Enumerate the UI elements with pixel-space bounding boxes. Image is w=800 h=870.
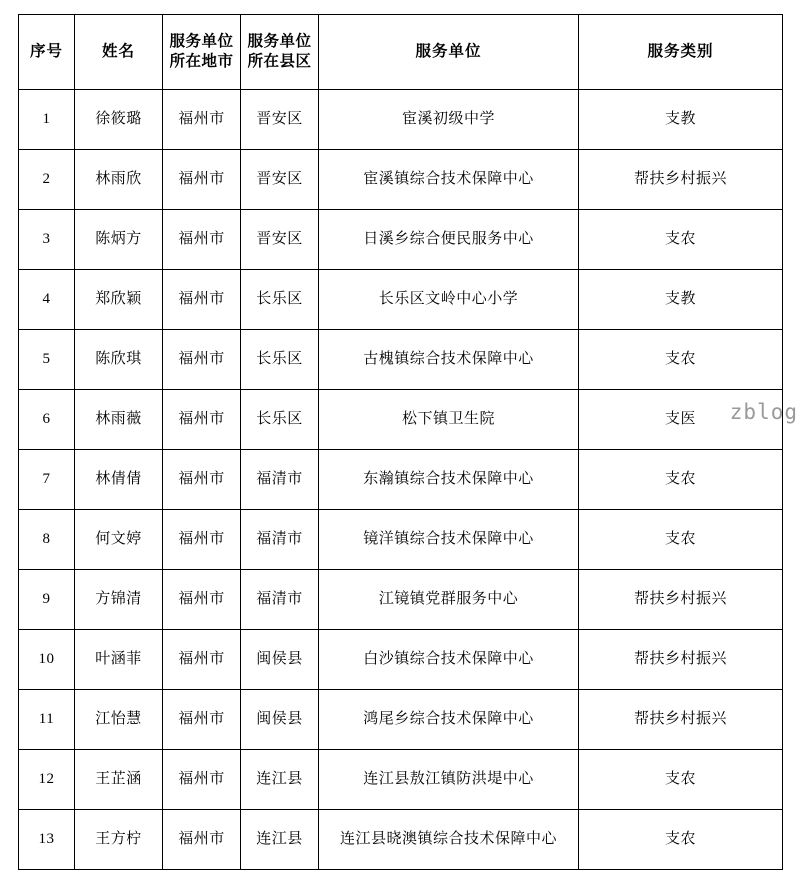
- cell-county: 长乐区: [241, 330, 319, 390]
- cell-unit: 长乐区文岭中心小学: [319, 270, 579, 330]
- cell-name: 徐筱璐: [75, 90, 163, 150]
- cell-unit: 宦溪镇综合技术保障中心: [319, 150, 579, 210]
- table-row: [19, 750, 783, 810]
- cell-unit: 江镜镇党群服务中心: [319, 570, 579, 630]
- table-row: [19, 690, 783, 750]
- cell-name: 陈炳方: [75, 210, 163, 270]
- column-header-unit: 服务单位: [319, 15, 579, 90]
- cell-category: 支农: [579, 210, 783, 270]
- cell-category: 支农: [579, 750, 783, 810]
- cell-city: 福州市: [163, 270, 241, 330]
- cell-category: 帮扶乡村振兴: [579, 630, 783, 690]
- cell-category: 支教: [579, 270, 783, 330]
- cell-index: 4: [19, 270, 75, 330]
- cell-category: 支医: [579, 390, 783, 450]
- cell-county: 连江县: [241, 750, 319, 810]
- cell-index: 3: [19, 210, 75, 270]
- cell-index: 1: [19, 90, 75, 150]
- column-header-index: 序号: [19, 15, 75, 90]
- cell-name: 郑欣颖: [75, 270, 163, 330]
- cell-name: 林倩倩: [75, 450, 163, 510]
- cell-unit: 白沙镇综合技术保障中心: [319, 630, 579, 690]
- cell-category: 帮扶乡村振兴: [579, 690, 783, 750]
- cell-city: 福州市: [163, 90, 241, 150]
- cell-county: 晋安区: [241, 90, 319, 150]
- column-header-city: 服务单位所在地市: [163, 15, 241, 90]
- cell-county: 连江县: [241, 810, 319, 870]
- cell-index: 10: [19, 630, 75, 690]
- cell-category: 支农: [579, 330, 783, 390]
- cell-name: 方锦清: [75, 570, 163, 630]
- table-row: [19, 570, 783, 630]
- roster-sheet: [18, 14, 782, 870]
- cell-index: 7: [19, 450, 75, 510]
- cell-name: 王芷涵: [75, 750, 163, 810]
- table-row: [19, 390, 783, 450]
- cell-index: 12: [19, 750, 75, 810]
- cell-county: 长乐区: [241, 270, 319, 330]
- cell-category: 支教: [579, 90, 783, 150]
- cell-category: 帮扶乡村振兴: [579, 150, 783, 210]
- cell-city: 福州市: [163, 330, 241, 390]
- cell-unit: 日溪乡综合便民服务中心: [319, 210, 579, 270]
- service-roster-table: [18, 14, 783, 870]
- cell-name: 何文婷: [75, 510, 163, 570]
- table-row: [19, 510, 783, 570]
- cell-unit: 连江县晓澳镇综合技术保障中心: [319, 810, 579, 870]
- cell-city: 福州市: [163, 390, 241, 450]
- cell-name: 林雨薇: [75, 390, 163, 450]
- cell-city: 福州市: [163, 150, 241, 210]
- table-header: [19, 15, 783, 90]
- cell-county: 闽侯县: [241, 630, 319, 690]
- table-row: [19, 270, 783, 330]
- cell-name: 王方柠: [75, 810, 163, 870]
- cell-county: 福清市: [241, 510, 319, 570]
- cell-unit: 东瀚镇综合技术保障中心: [319, 450, 579, 510]
- cell-county: 晋安区: [241, 210, 319, 270]
- cell-county: 晋安区: [241, 150, 319, 210]
- cell-city: 福州市: [163, 630, 241, 690]
- table-row: [19, 210, 783, 270]
- cell-city: 福州市: [163, 510, 241, 570]
- cell-index: 9: [19, 570, 75, 630]
- table-row: [19, 810, 783, 870]
- cell-category: 帮扶乡村振兴: [579, 570, 783, 630]
- cell-unit: 松下镇卫生院: [319, 390, 579, 450]
- cell-name: 陈欣琪: [75, 330, 163, 390]
- table-row: [19, 450, 783, 510]
- cell-name: 江怡慧: [75, 690, 163, 750]
- cell-index: 2: [19, 150, 75, 210]
- cell-county: 福清市: [241, 450, 319, 510]
- cell-city: 福州市: [163, 450, 241, 510]
- cell-unit: 宦溪初级中学: [319, 90, 579, 150]
- cell-category: 支农: [579, 810, 783, 870]
- cell-index: 6: [19, 390, 75, 450]
- column-header-county: 服务单位所在县区: [241, 15, 319, 90]
- table-row: [19, 630, 783, 690]
- cell-county: 闽侯县: [241, 690, 319, 750]
- header-row: [19, 15, 783, 90]
- column-header-category: 服务类别: [579, 15, 783, 90]
- cell-unit: 鸿尾乡综合技术保障中心: [319, 690, 579, 750]
- cell-index: 5: [19, 330, 75, 390]
- cell-unit: 古槐镇综合技术保障中心: [319, 330, 579, 390]
- cell-index: 8: [19, 510, 75, 570]
- cell-city: 福州市: [163, 570, 241, 630]
- watermark-text: zblog: [729, 400, 798, 424]
- table-row: [19, 90, 783, 150]
- cell-name: 叶涵菲: [75, 630, 163, 690]
- table-body: [19, 90, 783, 870]
- cell-unit: 连江县敖江镇防洪堤中心: [319, 750, 579, 810]
- cell-city: 福州市: [163, 750, 241, 810]
- cell-category: 支农: [579, 510, 783, 570]
- cell-city: 福州市: [163, 810, 241, 870]
- table-row: [19, 150, 783, 210]
- table-row: [19, 330, 783, 390]
- cell-city: 福州市: [163, 690, 241, 750]
- cell-county: 长乐区: [241, 390, 319, 450]
- cell-index: 13: [19, 810, 75, 870]
- cell-city: 福州市: [163, 210, 241, 270]
- column-header-name: 姓名: [75, 15, 163, 90]
- cell-unit: 镜洋镇综合技术保障中心: [319, 510, 579, 570]
- cell-index: 11: [19, 690, 75, 750]
- cell-name: 林雨欣: [75, 150, 163, 210]
- cell-county: 福清市: [241, 570, 319, 630]
- cell-category: 支农: [579, 450, 783, 510]
